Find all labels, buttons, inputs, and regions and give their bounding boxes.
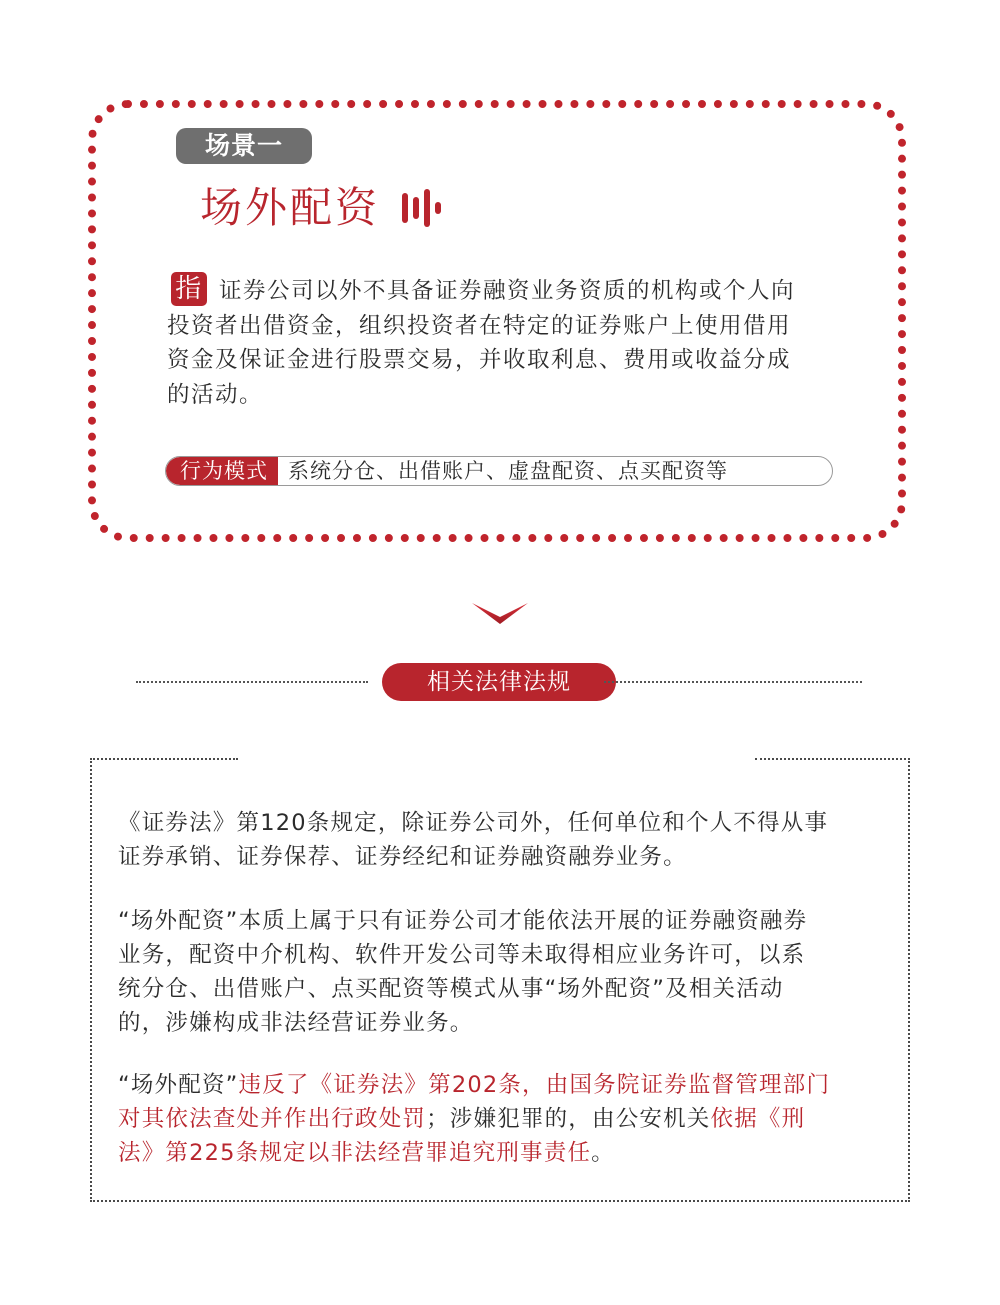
definition-line [167,274,847,309]
section-header [136,663,862,701]
scenario-title [200,180,441,236]
law-text-segment: 。 [591,1140,615,1166]
law-box-top-border-left [90,758,238,760]
law-text-highlight: 对其依法查处并作出行政处罚 [118,1106,427,1132]
law-line: “场外配资”本质上属于只有证券公司才能依法开展的证券融资融券 [118,908,808,934]
law-paragraph-3 [118,1068,888,1170]
definition-text [167,274,847,412]
law-text-highlight: 依据《刑 [710,1106,806,1132]
behavior-mode-label: 行为模式 [166,457,278,485]
divider-line-right [604,681,862,683]
law-line: 《证券法》第120条规定，除证券公司外，任何单位和个人不得从事 [118,810,829,836]
law-text-segment: “场外配资” [118,1072,239,1098]
law-line: 统分仓、出借账户、点买配资等模式从事“场外配资”及相关活动 [118,976,784,1002]
law-line: 的，涉嫌构成非法经营证券业务。 [118,1010,474,1036]
law-paragraph-1 [118,806,888,874]
behavior-mode-value: 系统分仓、出借账户、虚盘配资、点买配资等 [288,459,728,483]
chevron-down-icon [470,600,530,628]
divider-line-left [136,681,368,683]
law-text-highlight: 法》第225条规定以非法经营罪追究刑事责任 [118,1140,592,1166]
definition-line: 资金及保证金进行股票交易，并收取利息、费用或收益分成 [167,347,792,373]
scenario-tag: 场景一 [176,128,312,164]
definition-badge: 指 [171,272,207,306]
scenario-title-text: 场外配资 [200,183,381,232]
section-title: 相关法律法规 [382,663,616,701]
definition-line: 投资者出借资金，组织投资者在特定的证券账户上使用借用 [167,312,792,339]
sound-bars-icon [402,188,441,228]
law-line [118,1102,888,1136]
behavior-mode-bar [165,456,833,486]
law-line: 证券承销、证券保荐、证券经纪和证券融资融券业务。 [118,844,687,870]
definition-line-text: 证券公司以外不具备证券融资业务资质的机构或个人向 [219,278,796,304]
law-paragraph-2 [118,904,888,1040]
law-line [118,1068,888,1102]
law-text-segment: ；涉嫌犯罪的，由公安机关 [426,1106,711,1132]
law-line: 业务，配资中介机构、软件开发公司等未取得相应业务许可，以系 [118,942,806,968]
law-text-highlight: 违反了《证券法》第202条，由国务院证券监督管理部门 [238,1072,831,1098]
law-box-top-border-right [755,758,910,760]
law-line [118,1136,888,1170]
definition-line: 的活动。 [167,381,264,408]
